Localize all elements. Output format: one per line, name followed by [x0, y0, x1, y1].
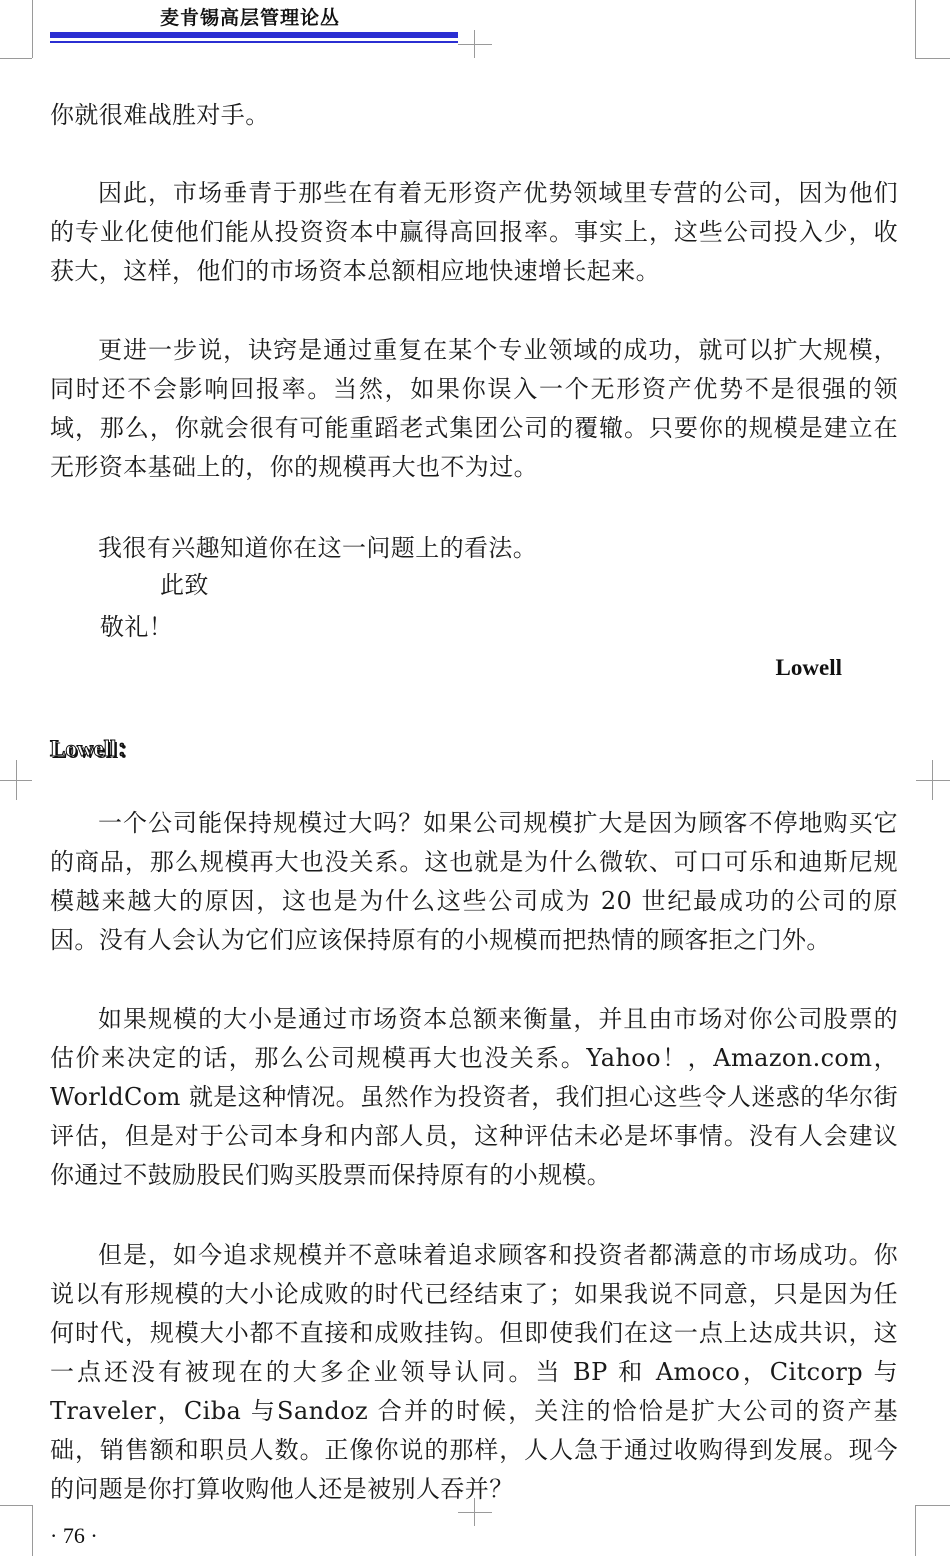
- crop-mark: [915, 58, 950, 59]
- crop-mark: [0, 780, 32, 781]
- header-rule-thick: [50, 32, 458, 38]
- crop-mark: [458, 1512, 492, 1513]
- body-text-block: [50, 1000, 898, 1195]
- signature: Lowell: [775, 655, 842, 680]
- running-header-title: 麦肯锡高层管理论丛: [160, 7, 341, 29]
- paragraph: 一个公司能保持规模过大吗？如果公司规模扩大是因为顾客不停地购买它的商品，那么规模再大也没关系。这也就是为什么微软、可口可乐和迪斯尼规模越来越大的原因，这也是为什么这些公司成为 20 世纪最成功的公司的原因。没有人会认为它们应该保持原有的小规模而把热情的顾客拒之门外。: [50, 809, 898, 954]
- speaker-heading: Lowell：: [50, 736, 140, 761]
- paragraph: 但是，如今追求规模并不意味着追求顾客和投资者都满意的市场成功。你说以有形规模的大小论成败的时代已经结束了；如果我说不同意，只是因为任何时代，规模大小都不直接和成败挂钩。但即使我们在这一点上达成共识，这一点还没有被现在的大多企业领导认同。当 BP 和 Amoco，Citcorp 与 Traveler，Ciba 与Sandoz 合并的时候，关注的恰恰是扩大公司的资产基础，销售额和职员人数。正像你说的那样，人人急于通过收购得到发展。现今的问题是你打算收购他人还是被别人吞并？: [50, 1241, 898, 1503]
- closing-regards: 敬礼！: [100, 613, 174, 641]
- page-number: · 76 ·: [50, 1523, 98, 1548]
- crop-mark: [0, 58, 32, 59]
- body-text-block: [50, 331, 898, 487]
- crop-mark: [32, 1505, 33, 1556]
- paragraph: 如果规模的大小是通过市场资本总额来衡量，并且由市场对你公司股票的估价来决定的话，那么公司规模再大也没关系。Yahoo！，Amazon.com，WorldCom 就是这种情况。虽然作为投资者，我们担心这些令人迷惑的华尔街评估，但是对于公司本身和内部人员，这种评估未必是坏事情。没有人会建议你通过不鼓励股民们购买股票而保持原有的小规模。: [50, 1005, 898, 1189]
- paragraph: 你就很难战胜对手。: [50, 101, 270, 129]
- paragraph: 因此，市场垂青于那些在有着无形资产优势领域里专营的公司，因为他们的专业化使他们能从投资资本中赢得高回报率。事实上，这些公司投入少，收获大，这样，他们的市场资本总额相应地快速增长起来。: [50, 179, 898, 285]
- paragraph: 更进一步说，诀窍是通过重复在某个专业领域的成功，就可以扩大规模，同时还不会影响回报率。当然，如果你误入一个无形资产优势不是很强的领域，那么，你就会很有可能重蹈老式集团公司的覆辙。只要你的规模是建立在无形资本基础上的，你的规模再大也不为过。: [50, 336, 898, 481]
- crop-mark: [32, 0, 33, 58]
- crop-mark: [0, 1505, 32, 1506]
- header-rule-thin: [50, 41, 458, 43]
- crop-mark: [458, 44, 492, 45]
- closing-salutation: 此致: [160, 571, 209, 599]
- body-text-block: [50, 529, 898, 568]
- body-text-block: [50, 96, 898, 135]
- crop-mark: [915, 0, 916, 58]
- crop-mark: [915, 1505, 916, 1556]
- paragraph: 我很有兴趣知道你在这一问题上的看法。: [98, 534, 538, 562]
- body-text-block: [50, 1236, 898, 1509]
- body-text-block: [50, 804, 898, 960]
- crop-mark: [916, 780, 950, 781]
- crop-mark: [915, 1505, 950, 1506]
- body-text-block: [50, 174, 898, 291]
